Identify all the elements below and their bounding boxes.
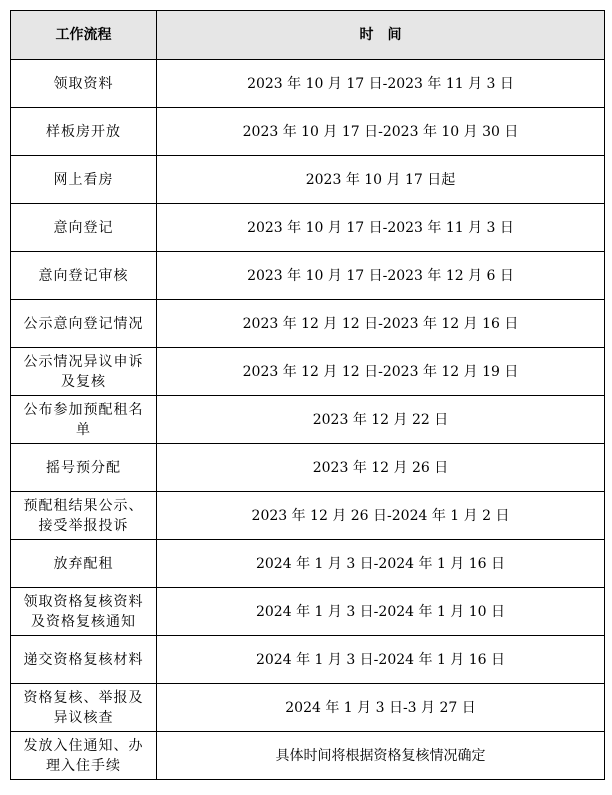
table-row (11, 252, 605, 300)
step-cell: 公示意向登记情况 (11, 300, 157, 348)
time-cell: 2023 年 12 月 26 日-2024 年 1 月 2 日 (157, 492, 605, 540)
table-row (11, 732, 605, 780)
step-cell: 领取资格复核资料及资格复核通知 (11, 588, 157, 636)
step-cell: 摇号预分配 (11, 444, 157, 492)
time-cell: 2023 年 10 月 17 日-2023 年 11 月 3 日 (157, 60, 605, 108)
step-cell: 发放入住通知、办理入住手续 (11, 732, 157, 780)
step-cell: 意向登记 (11, 204, 157, 252)
step-cell: 意向登记审核 (11, 252, 157, 300)
table-row (11, 156, 605, 204)
step-cell: 资格复核、举报及异议核查 (11, 684, 157, 732)
table-row (11, 60, 605, 108)
table-row (11, 492, 605, 540)
time-cell: 2023 年 10 月 17 日-2023 年 10 月 30 日 (157, 108, 605, 156)
step-cell: 公布参加预配租名单 (11, 396, 157, 444)
table-row (11, 540, 605, 588)
table-row (11, 684, 605, 732)
schedule-table (10, 10, 605, 780)
time-cell: 2023 年 12 月 12 日-2023 年 12 月 19 日 (157, 348, 605, 396)
header-time: 时 间 (157, 11, 605, 60)
table-row (11, 444, 605, 492)
time-cell: 2023 年 10 月 17 日-2023 年 12 月 6 日 (157, 252, 605, 300)
step-cell: 公示情况异议申诉及复核 (11, 348, 157, 396)
table-row (11, 204, 605, 252)
time-cell: 2024 年 1 月 3 日-2024 年 1 月 16 日 (157, 540, 605, 588)
time-cell: 2023 年 12 月 22 日 (157, 396, 605, 444)
schedule-table-container (10, 10, 604, 780)
time-cell: 2023 年 10 月 17 日起 (157, 156, 605, 204)
table-row (11, 108, 605, 156)
step-cell: 递交资格复核材料 (11, 636, 157, 684)
time-cell: 2024 年 1 月 3 日-3 月 27 日 (157, 684, 605, 732)
time-cell: 2023 年 12 月 26 日 (157, 444, 605, 492)
time-cell: 2024 年 1 月 3 日-2024 年 1 月 10 日 (157, 588, 605, 636)
time-cell: 2024 年 1 月 3 日-2024 年 1 月 16 日 (157, 636, 605, 684)
table-row (11, 636, 605, 684)
time-cell: 2023 年 10 月 17 日-2023 年 11 月 3 日 (157, 204, 605, 252)
table-row (11, 588, 605, 636)
time-cell: 具体时间将根据资格复核情况确定 (157, 732, 605, 780)
table-row (11, 300, 605, 348)
step-cell: 样板房开放 (11, 108, 157, 156)
header-step: 工作流程 (11, 11, 157, 60)
step-cell: 预配租结果公示、接受举报投诉 (11, 492, 157, 540)
time-cell: 2023 年 12 月 12 日-2023 年 12 月 16 日 (157, 300, 605, 348)
table-row (11, 348, 605, 396)
step-cell: 放弃配租 (11, 540, 157, 588)
table-header-row (11, 11, 605, 60)
table-row (11, 396, 605, 444)
step-cell: 领取资料 (11, 60, 157, 108)
step-cell: 网上看房 (11, 156, 157, 204)
